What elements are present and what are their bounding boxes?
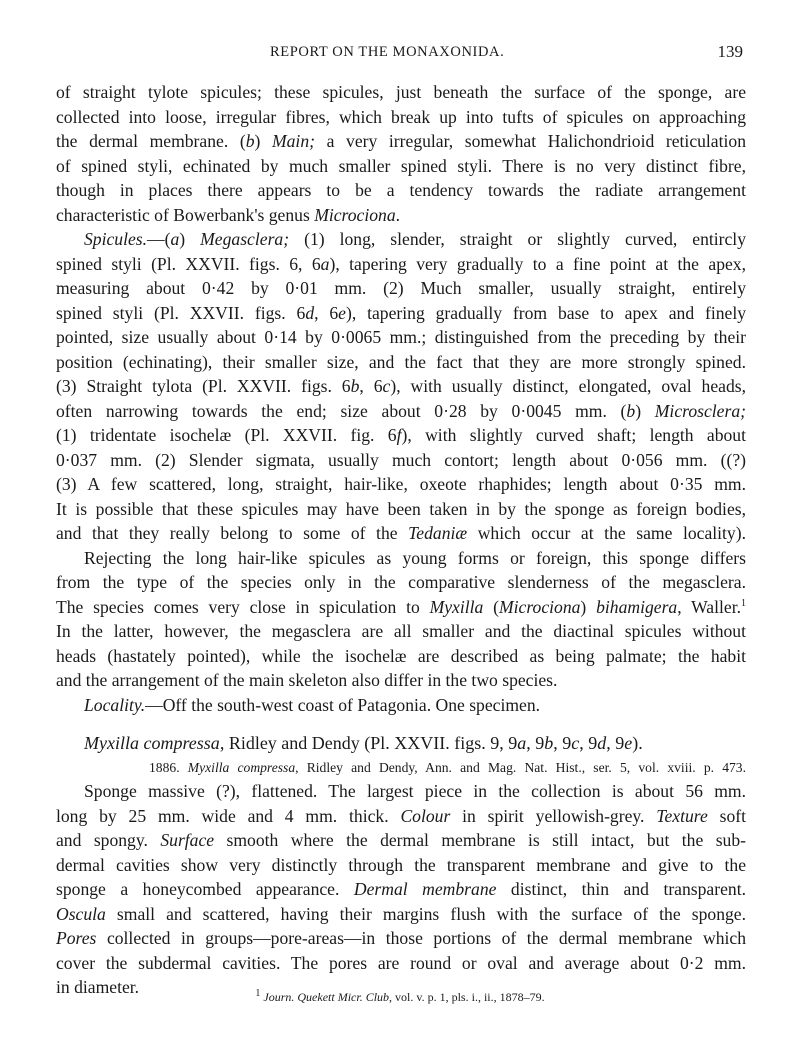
paragraph-skeleton-continued — [56, 80, 746, 227]
running-title: REPORT ON THE MONAXONIDA. — [270, 44, 505, 60]
text-line: Oscula small and scattered, having their margins flush with the surface of the sponge. — [56, 903, 746, 924]
text-line: in diameter. — [56, 977, 140, 997]
text-line: from the type of the species only in the comparative slenderness of the megasclera. — [56, 572, 746, 592]
footnote: $^1$ Journ. Quekett Micr. Club, vol. v. p. 1, pls. i., ii., 1878–79. — [255, 988, 545, 1004]
text-line: (3) Straight tylota (Pl. XXVII. figs. 6b, 6c), with usually distinct, elongated, oval heads, — [56, 376, 746, 396]
text-line: (3) A few scattered, long, straight, hair-like, oxeote rhaphides; length about 0·35 mm. — [56, 474, 746, 494]
text-line: collected into loose, irregular fibres, which break up into tufts of spicules on approaching — [56, 106, 746, 127]
text-line: position (echinating), their smaller size, and the fact that they are more strongly spined. — [56, 351, 746, 372]
section-gap — [56, 717, 746, 729]
text-line: and spongy. Surface smooth where the dermal membrane is still intact, but the sub- — [56, 830, 746, 850]
text-line: long by 25 mm. wide and 4 mm. thick. Colour in spirit yellowish-grey. Texture soft — [56, 805, 746, 826]
body-text — [56, 80, 746, 1000]
text-line: of spined styli, echinated by much smaller spined styli. There is no very distinct fibre, — [56, 155, 746, 176]
text-line: Spicules.—(a) Megasclera; (1) long, slender, straight or slightly curved, entircly — [84, 229, 746, 249]
running-header — [0, 44, 800, 64]
text-line: cover the subdermal cavities. The pores are round or oval and average about 0·2 mm. — [56, 952, 746, 973]
text-line: heads (hastately pointed), while the isochelæ are described as being palmate; the habit — [56, 645, 746, 666]
text-line: of straight tylote spicules; these spicules, just beneath the surface of the sponge, are — [56, 82, 746, 102]
paragraph-description — [56, 779, 746, 1000]
text-line: though in places there appears to be a tendency towards the radiate arrangement — [56, 180, 746, 200]
footnote-marker: 1 — [255, 988, 261, 999]
section-label-locality: Locality. — [84, 694, 146, 715]
text-line: pointed, size usually about 0·14 by 0·0065 mm.; distinguished from the preceding by their — [56, 327, 746, 347]
text-line: sponge a honeycombed appearance. Dermal membrane distinct, thin and transparent. — [56, 879, 746, 899]
text-line: and that they really belong to some of the Tedaniæ which occur at the same locality). — [56, 523, 746, 543]
synonymy-citation: 1886. Myxilla compressa, Ridley and Dendy, Ann. and Mag. Nat. Hist., ser. 5, vol. xviii. p. 473. — [149, 760, 746, 775]
text-line: In the latter, however, the megasclera are all smaller and the diactinal spicules without — [56, 621, 746, 641]
text-line: 0·037 mm. (2) Slender sigmata, usually much contort; length about 0·056 mm. ((?) — [56, 449, 746, 470]
text-line: and the arrangement of the main skeleton also differ in the two species. — [56, 670, 558, 690]
text-line: (1) tridentate isochelæ (Pl. XXVII. fig. 6f), with slightly curved shaft; length about — [56, 425, 746, 445]
text-line: dermal cavities show very distinctly through the transparent membrane and give to the — [56, 854, 746, 875]
paragraph-spicules — [56, 227, 746, 546]
page-number: 139 — [717, 42, 743, 61]
text-line: The species comes very close in spiculation to Myxilla (Microciona) bihamigera, Waller.$^1$ — [56, 596, 746, 617]
locality-line: Locality.—Off the south-west coast of Patagonia. One specimen. — [84, 694, 541, 715]
text-line: It is possible that these spicules may have been taken in by the sponge as foreign bodies, — [56, 498, 746, 519]
footnote-reference: 1 — [741, 597, 746, 609]
species-heading: Myxilla compressa, Ridley and Dendy (Pl. XXVII. figs. 9, 9a, 9b, 9c, 9d, 9e). — [84, 733, 643, 753]
text-line: Pores collected in groups—pore-areas—in those portions of the dermal membrane which — [56, 928, 746, 948]
paragraph-comparison — [56, 546, 746, 693]
text-line: Rejecting the long hair-like spicules as young forms or foreign, this sponge differs — [84, 547, 746, 568]
section-label-spicules: Spicules. — [84, 229, 148, 249]
text-line: the dermal membrane. (b) Main; a very irregular, somewhat Halichondrioid reticulation — [56, 131, 746, 151]
text-line: spined styli (Pl. XXVII. figs. 6, 6a), tapering very gradually to a fine point at the apex, — [56, 253, 747, 274]
text-line: spined styli (Pl. XXVII. figs. 6d, 6e), tapering gradually from base to apex and finely — [56, 302, 747, 323]
text-line: Sponge massive (?), flattened. The largest piece in the collection is about 56 mm. — [84, 781, 746, 801]
text-line: measuring about 0·42 by 0·01 mm. (2) Much smaller, usually straight, entirely — [56, 278, 746, 298]
text-line: often narrowing towards the end; size about 0·28 by 0·0045 mm. (b) Microsclera; — [56, 400, 746, 421]
text-line: characteristic of Bowerbank's genus Microciona. — [56, 204, 401, 225]
